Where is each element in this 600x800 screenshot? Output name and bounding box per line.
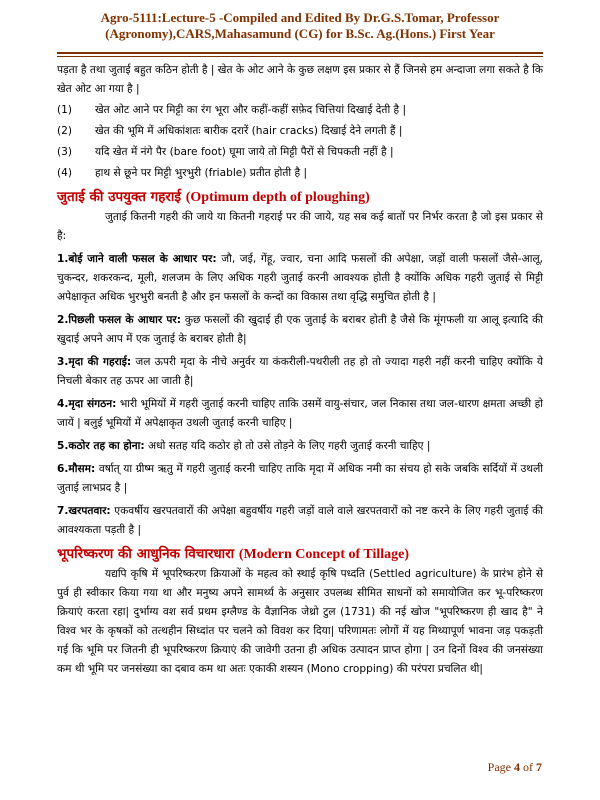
header-rule-thin [57, 56, 543, 57]
list-number: (3) [57, 146, 73, 158]
point-text: अधो सतह यदि कठोर हो तो उसे तोड़ने के लिए गहरी जुताई करनी चाहिए | [144, 440, 431, 452]
list-number: (4) [57, 167, 73, 179]
depth-point [57, 311, 543, 349]
list-item [57, 101, 543, 120]
depth-intro-paragraph: जुताई कितनी गहरी की जाये या कितनी गहराई पर की जाये, यह सब कई बातों पर निर्भर करता है जो इस प्रकार से है: [57, 211, 543, 242]
heading-hindi: जुताई की उपयुक्त गहराई [57, 189, 186, 205]
list-text: खेत की भूमि में अधिकांशतः बारीक दरारें (hair cracks) दिखाई देने लगती हैं | [95, 125, 403, 137]
section-heading-modern-tillage [57, 544, 543, 565]
depth-point [57, 502, 543, 540]
footer-of: of [520, 760, 536, 774]
depth-point [57, 437, 543, 456]
point-lead: 5.कठोर तह का होना: [57, 440, 145, 452]
page-header [40, 10, 560, 42]
footer-prefix: Page [487, 760, 514, 774]
list-number: (2) [57, 125, 73, 137]
point-text: वर्षात् या ग्रीष्म ऋतु में गहरी जुताई करनी चाहिए ताकि मृदा में अधिक नमी का संचय हो सके जबकि सर्दियों में उथली जुताई लाभप्रद है | [57, 463, 543, 494]
header-rule-thick [57, 52, 543, 54]
footer-page-total: 7 [536, 760, 542, 774]
heading-hindi: भूपरिष्करण की आधुनिक विचारधारा [57, 546, 239, 562]
symptom-list [57, 101, 543, 183]
footer-page-number: 4 [514, 760, 520, 774]
depth-point [57, 395, 543, 433]
point-lead: 3.मृदा की गहराई: [57, 356, 132, 368]
point-lead: 4.मृदा संगठन: [57, 398, 117, 410]
header-line-2: (Agronomy),CARS,Mahasamund (CG) for B.Sc. Ag.(Hons.) First Year [105, 26, 495, 41]
list-text: यदि खेत में नंगे पैर (bare foot) घूमा जाये तो मिट्टी पैरों से चिपकती नहीं है | [95, 146, 394, 158]
point-text: कुछ फसलों की खुदाई ही एक जुताई के बराबर होती है जैसे कि मूंगफली या आलू इत्यादि की खुदाई अपने आप में एक जुताई के बराबर होती है| [57, 314, 543, 345]
intro-paragraph: पड़ता है तथा जुताई बहुत कठिन होती है | खेत के ओट आने के कुछ लक्षण इस प्रकार से हैं जिनसे हम अन्दाजा लगा सकते है कि खेत ओट आ गया है | [57, 64, 543, 95]
point-text: एकवर्षीय खरपतवारों की अपेक्षा बहुवर्षीय गहरी जड़ों वाले वाले खरपतवारों को नष्ट करने के लिए गहरी जुताई की आवश्यकता पड़ती है | [57, 505, 543, 536]
list-item [57, 122, 543, 141]
point-lead: 1.बोई जाने वाली फसल के आधार पर: [57, 253, 217, 265]
section-heading-ploughing-depth [57, 187, 543, 208]
point-text: जल ऊपरी मृदा के नीचे अनुर्वर या कंकरीली-पथरीली तह हो तो ज्यादा गहरी नहीं करनी चाहिए क्योंकि ये निचली बेकार तह ऊपर आ जाती है| [57, 356, 543, 387]
depth-point [57, 353, 543, 391]
point-lead: 7.खरपतवार: [57, 505, 111, 517]
list-item [57, 143, 543, 162]
heading-english: (Optimum depth of ploughing) [185, 190, 370, 205]
page-body [57, 61, 543, 679]
header-line-1: Agro-5111:Lecture-5 -Compiled and Edited By Dr.G.S.Tomar, Professor [100, 10, 500, 25]
list-text: खेत ओट आने पर मिट्टी का रंग भूरा और कहीं-कहीं सफ़ेद चित्तियां दिखाई देती है | [95, 104, 407, 116]
heading-english: (Modern Concept of Tillage) [238, 547, 410, 562]
point-text: भारी भूमियों में गहरी जुताई करनी चाहिए ताकि उसमें वायु-संचार, जल निकास तथा जल-धारण क्षमता अच्छी हो जायें | बलुई भूमियों में अपेक्षाकृत उथली जुताई करनी चाहिए | [57, 398, 543, 429]
point-lead: 2.पिछली फसल के आधार पर: [57, 314, 181, 326]
list-text: हाथ से छूने पर मिट्टी भुरभुरी (friable) प्रतीत होती है | [95, 167, 308, 179]
list-number: (1) [57, 104, 73, 116]
depth-point [57, 460, 543, 498]
modern-tillage-paragraph: यद्यपि कृषि में भूपरिष्करण क्रियाओं के महत्व को स्थाई कृषि पध्दति (Settled agriculture) के प्रारंभ होने से पुर्व ही स्वीकार किया गया था और मनुष्य अपने सामर्थ्य के अनुसार उपलब्ध सीमित साधनों को समायोजित कर भू-परिष्करण क्रियाएं करता रहा| दुर्भाग्य वश सर्व प्रथम इग्लैण्ड के वैज्ञानिक जेथ्रो टुल (1731) की नई खोज "भूपरिष्करण ही खाद है" ने विश्व भर के कृषकों को तत्थहीन सिध्दांत पर चलने को विवश कर दिया| परिणामतः लोगों में यह मिथ्यापूर्ण भावना जड़ पकड़ती गई कि भूमि पर जितनी ही भूपरिष्करण क्रियाएं की जावेगी उतना ही अधिक उत्पादन प्राप्त होगा | उन दिनों विश्व की जनसंख्या कम थी भूमि पर जनसंख्या का दबाव कम था अतः एकाकी शस्यन (Mono cropping) की परंपरा प्रचलित थी| [57, 568, 543, 675]
point-lead: 6.मौसम: [57, 463, 96, 475]
page-footer [488, 760, 542, 775]
list-item [57, 164, 543, 183]
point-text: जौ, जई, गेंहू, ज्वार, चना आदि फसलों की अपेक्षा, जड़ों वाली फसलों जैसे-आलू, चुकन्दर, शकरकन्द, मूली, शलजम के लिए अधिक गहरी जुताई करनी आवश्यक होती है क्योंकि अधिक गहरी जुताई से मिट्टी अपेक्षाकृत अधिक भुरभुरी बनती है और इन फसलों के कन्दों का विकास तथा वृद्धि समुचित होती है | [57, 253, 543, 303]
depth-point [57, 250, 543, 307]
